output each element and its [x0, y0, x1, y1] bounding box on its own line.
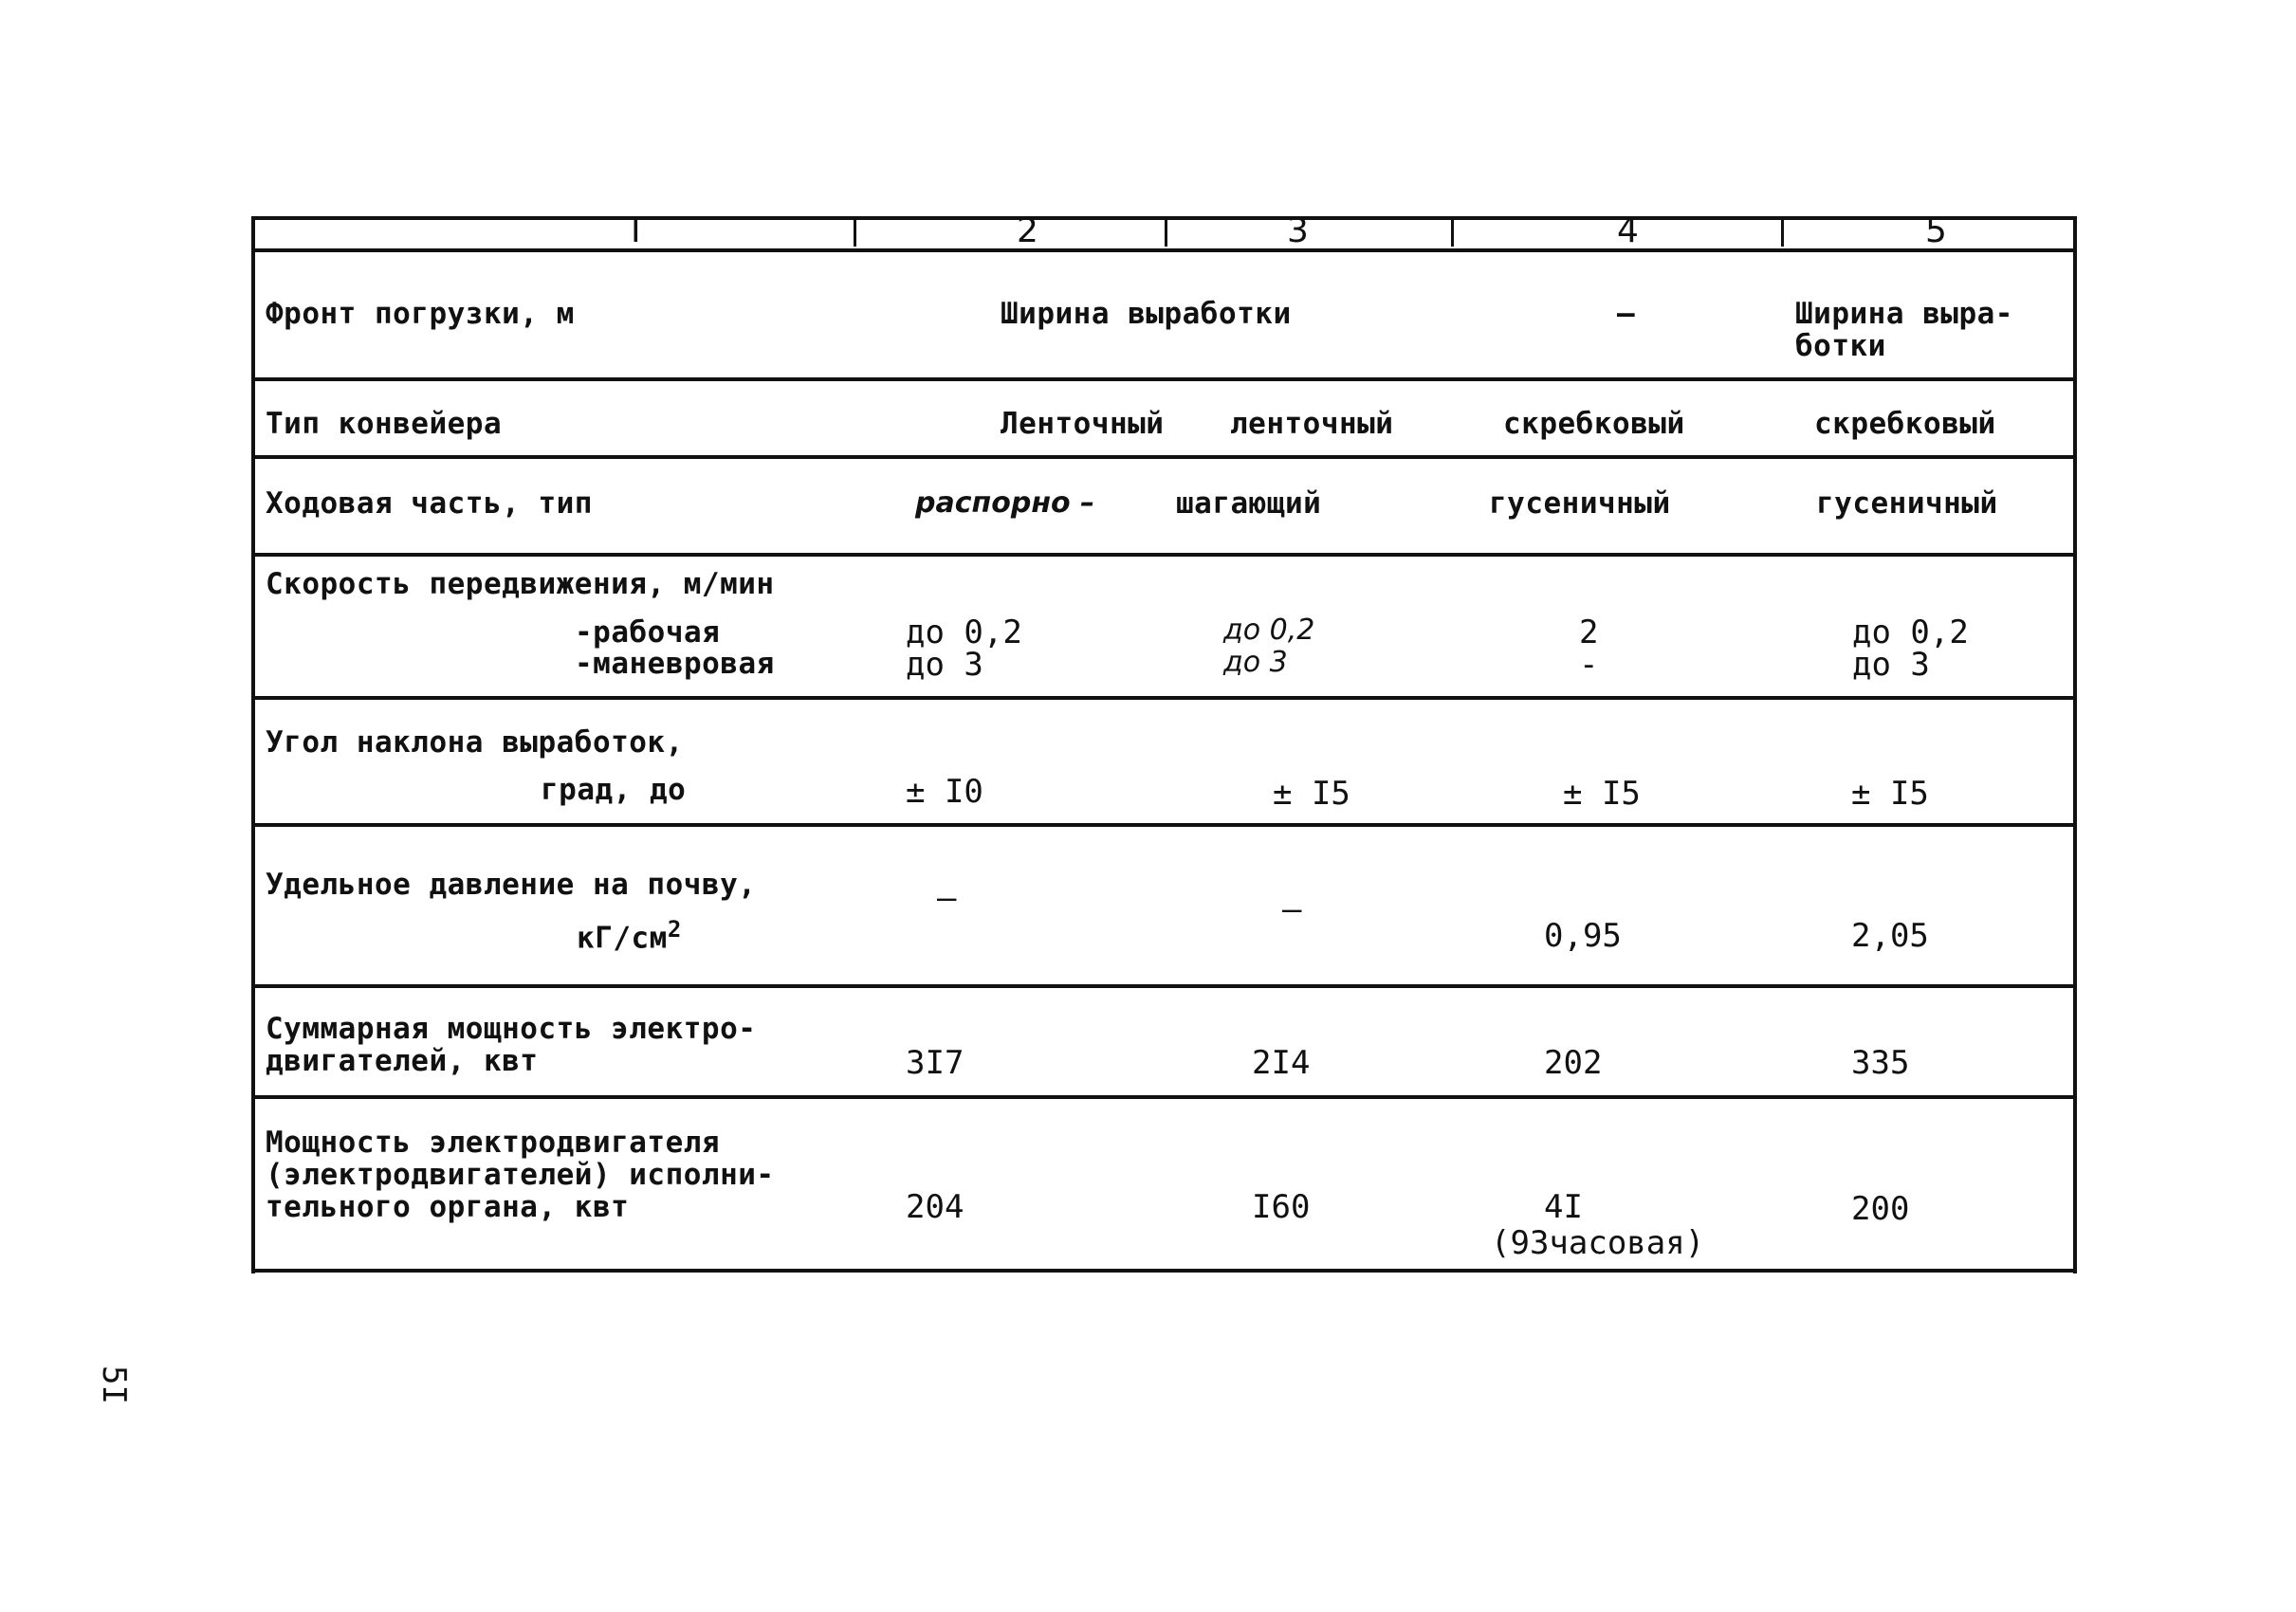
- cell-speed-4-working: 2: [1579, 614, 1599, 651]
- cell-power-exec-4-note: (93часовая): [1491, 1224, 1705, 1262]
- cell-speed-2-working: до 0,2: [906, 614, 1022, 651]
- row-rule: [251, 377, 2077, 381]
- row-label-chassis: Ходовая часть, тип: [266, 486, 593, 521]
- cell-pressure-5: 2,05: [1851, 917, 1929, 955]
- cell-chassis-3: шагающий: [1176, 486, 1322, 521]
- column-number-4: 4: [1617, 211, 1639, 250]
- row-label-power-total-line2: двигателей, квт: [266, 1044, 539, 1078]
- cell-chassis-5: гусеничный: [1816, 486, 1998, 521]
- cell-power-total-2: 3I7: [906, 1044, 964, 1082]
- header-separator: [854, 220, 856, 247]
- cell-front-4: –: [1617, 297, 1636, 331]
- column-number-3: 3: [1287, 211, 1309, 250]
- header-separator: [1781, 220, 1784, 247]
- row-rule: [251, 696, 2077, 700]
- cell-speed-2-maneuver: до 3: [906, 646, 983, 684]
- row-label-angle-line2: град, до: [541, 773, 687, 807]
- cell-front-5-line1: Ширина выра-: [1795, 297, 2013, 331]
- row-label-pressure-line1: Удельное давление на почву,: [266, 868, 757, 902]
- cell-angle-4: ± I5: [1563, 775, 1641, 813]
- row-rule: [251, 823, 2077, 827]
- cell-power-total-4: 202: [1544, 1044, 1603, 1082]
- row-rule: [251, 455, 2077, 459]
- column-number-5: 5: [1925, 211, 1947, 250]
- row-rule: [251, 1095, 2077, 1099]
- row-label-power-exec-line3: тельного органа, квт: [266, 1190, 630, 1224]
- bottom-rule: [251, 1269, 2077, 1273]
- page-number: 5I: [95, 1365, 133, 1404]
- cell-pressure-4: 0,95: [1544, 917, 1622, 955]
- cell-angle-5: ± I5: [1851, 775, 1929, 813]
- row-label-conveyor: Тип конвейера: [266, 407, 503, 441]
- row-rule: [251, 553, 2077, 557]
- cell-front-5-line2: ботки: [1795, 329, 1886, 363]
- row-label-power-exec-line1: Мощность электродвигателя: [266, 1126, 721, 1160]
- cell-conveyor-2: Ленточный: [1001, 407, 1165, 441]
- row-sublabel-working: -рабочая: [575, 615, 721, 650]
- column-number-1: I: [631, 211, 641, 250]
- cell-chassis-2: распорно –: [915, 486, 1095, 520]
- row-label-angle-line1: Угол наклона выработок,: [266, 725, 684, 760]
- cell-power-exec-2: 204: [906, 1188, 964, 1226]
- cell-angle-2: ± I0: [906, 773, 983, 811]
- row-sublabel-maneuver: -маневровая: [575, 647, 775, 681]
- cell-speed-3-maneuver: до 3: [1223, 646, 1288, 679]
- cell-pressure-3: –: [1282, 890, 1302, 928]
- cell-power-total-5: 335: [1851, 1044, 1910, 1082]
- cell-conveyor-4: скребковый: [1503, 407, 1685, 441]
- column-number-2: 2: [1017, 211, 1038, 250]
- cell-chassis-4: гусеничный: [1489, 486, 1671, 521]
- cell-front-2-3: Ширина выработки: [1001, 297, 1292, 331]
- row-label-speed: Скорость передвижения, м/мин: [266, 567, 775, 601]
- header-rule: [251, 248, 2077, 252]
- row-label-front: Фронт погрузки, м: [266, 297, 575, 331]
- row-label-pressure-line2: $кГ/см^2$: [577, 916, 682, 956]
- cell-power-exec-3: I60: [1252, 1188, 1311, 1226]
- cell-pressure-2: –: [937, 879, 957, 917]
- cell-angle-3: ± I5: [1273, 775, 1350, 813]
- row-label-power-exec-line2: (электродвигателей) исполни-: [266, 1158, 775, 1192]
- header-separator: [1165, 220, 1167, 247]
- cell-speed-4-maneuver: -: [1579, 646, 1599, 684]
- cell-speed-5-maneuver: до 3: [1852, 646, 1930, 684]
- cell-speed-3-working: до 0,2: [1223, 614, 1315, 647]
- cell-power-exec-4: 4I: [1544, 1188, 1583, 1226]
- row-rule: [251, 984, 2077, 988]
- cell-conveyor-3: ленточный: [1230, 407, 1394, 441]
- cell-conveyor-5: скребковый: [1814, 407, 1996, 441]
- cell-speed-5-working: до 0,2: [1852, 614, 1969, 651]
- cell-power-total-3: 2I4: [1252, 1044, 1311, 1082]
- row-label-power-total-line1: Суммарная мощность электро-: [266, 1012, 757, 1046]
- header-separator: [1451, 220, 1454, 247]
- cell-power-exec-5: 200: [1851, 1190, 1910, 1228]
